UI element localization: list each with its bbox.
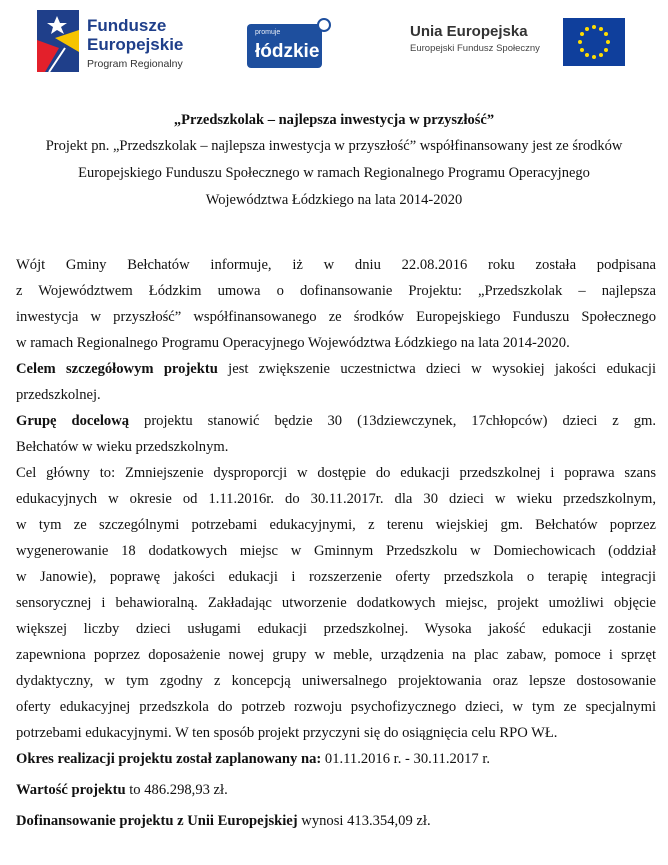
document-body — [16, 252, 656, 834]
document-title: „Przedszkolak – najlepsza inwestycja w przyszłość” — [173, 112, 495, 128]
cel-szczegolowy-line1 — [16, 356, 656, 382]
okres-realizacji — [16, 746, 656, 772]
fundusze-line3: Program Regionalny — [87, 58, 183, 70]
ue-line2: Europejski Fundusz Społeczny — [410, 43, 540, 54]
dofinansowanie-projektu — [16, 808, 656, 834]
grupa-line2: Bełchatów w wieku przedszkolnym. — [16, 439, 229, 455]
dofinansowanie-label: Dofinansowanie projektu z Unii Europejskiej — [16, 813, 298, 829]
eu-flag-icon — [563, 18, 625, 66]
unia-europejska-logo — [410, 22, 560, 62]
cel-glowny-line: w tym ze szczególnymi potrzebami edukacyjnymi, z terenu wiejskiej gm. Bełchatów poprzez — [16, 517, 656, 533]
cel-szczegolowy-line2: przedszkolnej. — [16, 387, 101, 403]
grupa-label: Grupę docelową — [16, 413, 130, 429]
ue-line1: Unia Europejska — [410, 23, 528, 40]
okres-label: Okres realizacji projektu został zaplanowany na: — [16, 751, 322, 767]
cel-glowny-line: oferty edukacyjnej przedszkola do potrzeb rozwoju psychofizycznego dzieci, w tym ze specjalnymi — [16, 699, 656, 715]
lodzkie-small-text: promuje — [255, 29, 281, 36]
intro-line: inwestycja w przyszłość” współfinansowanego ze środków Europejskiego Funduszu Społecznego — [16, 309, 656, 325]
header-line-1: Projekt pn. „Przedszkolak – najlepsza inwestycja w przyszłość” współfinansowany jest ze środków — [45, 138, 623, 154]
header-line-3: Województwa Łódzkiego na lata 2014-2020 — [205, 192, 463, 208]
wartosc-projektu — [16, 777, 656, 803]
cel-szczegolowy-label: Celem szczegółowym projektu — [16, 361, 218, 377]
cel-glowny-line: potrzebami edukacyjnymi. W ten sposób projekt przyczyni się do osiągnięcia celu RPO WŁ. — [16, 725, 558, 741]
fundusze-europejskie-mark-icon — [35, 8, 85, 74]
dofinansowanie-value: wynosi 413.354,09 zł. — [297, 813, 431, 829]
cel-glowny-line: dydaktyczny, w tym zgodny z koncepcją uniwersalnego projektowania oraz lepsze dostosowanie — [16, 673, 656, 689]
fundusze-europejskie-logo — [35, 8, 205, 74]
cel-glowny-line: wygenerowanie 18 dodatkowych miejsc w Gminnym Przedszkolu w Domiechowicach (oddział — [16, 543, 656, 559]
cel-glowny-line: w Janowie), poprawę jakości edukacji i rozszerzenie oferty przedszkola o terapię integracji — [16, 569, 656, 585]
wartosc-value: to 486.298,93 zł. — [125, 782, 228, 798]
intro-line: Wójt Gminy Bełchatów informuje, iż w dniu 22.08.2016 roku została podpisana — [16, 257, 656, 273]
cel-glowny-line: Cel główny to: Zmniejszenie dysproporcji w dostępie do edukacji przedszkolnej i poprawa szans — [16, 465, 656, 481]
intro-line: w ramach Regionalnego Programu Operacyjnego Województwa Łódzkiego na lata 2014-2020. — [16, 335, 570, 351]
grupa-line1 — [16, 408, 656, 434]
intro-line: z Województwem Łódzkim umowa o dofinansowanie Projektu: „Przedszkolak – najlepsza — [16, 283, 656, 299]
lodzkie-badge-icon — [317, 18, 331, 32]
cel-glowny-line: zapewniona poprzez doposażenie nowej grupy w meble, urządzenia na plac zabaw, pomoce i sprzęt — [16, 647, 656, 663]
logo-bar — [0, 0, 668, 86]
grupa-text: projektu stanowić będzie 30 (13dziewczynek, 17chłopców) dzieci z gm. — [129, 413, 656, 429]
cel-glowny-line: sensorycznej i behawioralną. Zakładając utworzenie dodatkowych miejsc, projekt umożliwi objęcie — [16, 595, 656, 611]
lodzkie-box — [247, 24, 322, 68]
fundusze-line2: Europejskie — [87, 35, 184, 54]
cel-glowny-line: większej liczby dzieci usługami edukacji przedszkolnej. Wysoka jakość edukacji zostanie — [16, 621, 656, 637]
cel-glowny-line: edukacyjnych w okresie od 1.11.2016r. do 30.11.2017r. dla 30 dzieci w wieku przedszkolnym, — [16, 491, 656, 507]
lodzkie-logo — [247, 18, 332, 70]
header-line-2: Europejskiego Funduszu Społecznego w ramach Regionalnego Programu Operacyjnego — [78, 165, 590, 181]
fundusze-line1: Fundusze — [87, 16, 167, 35]
lodzkie-big-text: łódzkie — [255, 41, 320, 62]
cel-szczegolowy-text: jest zwiększenie uczestnictwa dzieci w wysokiej jakości edukacji — [217, 361, 656, 377]
wartosc-label: Wartość projektu — [16, 782, 126, 798]
okres-value: 01.11.2016 r. - 30.11.2017 r. — [321, 751, 491, 767]
